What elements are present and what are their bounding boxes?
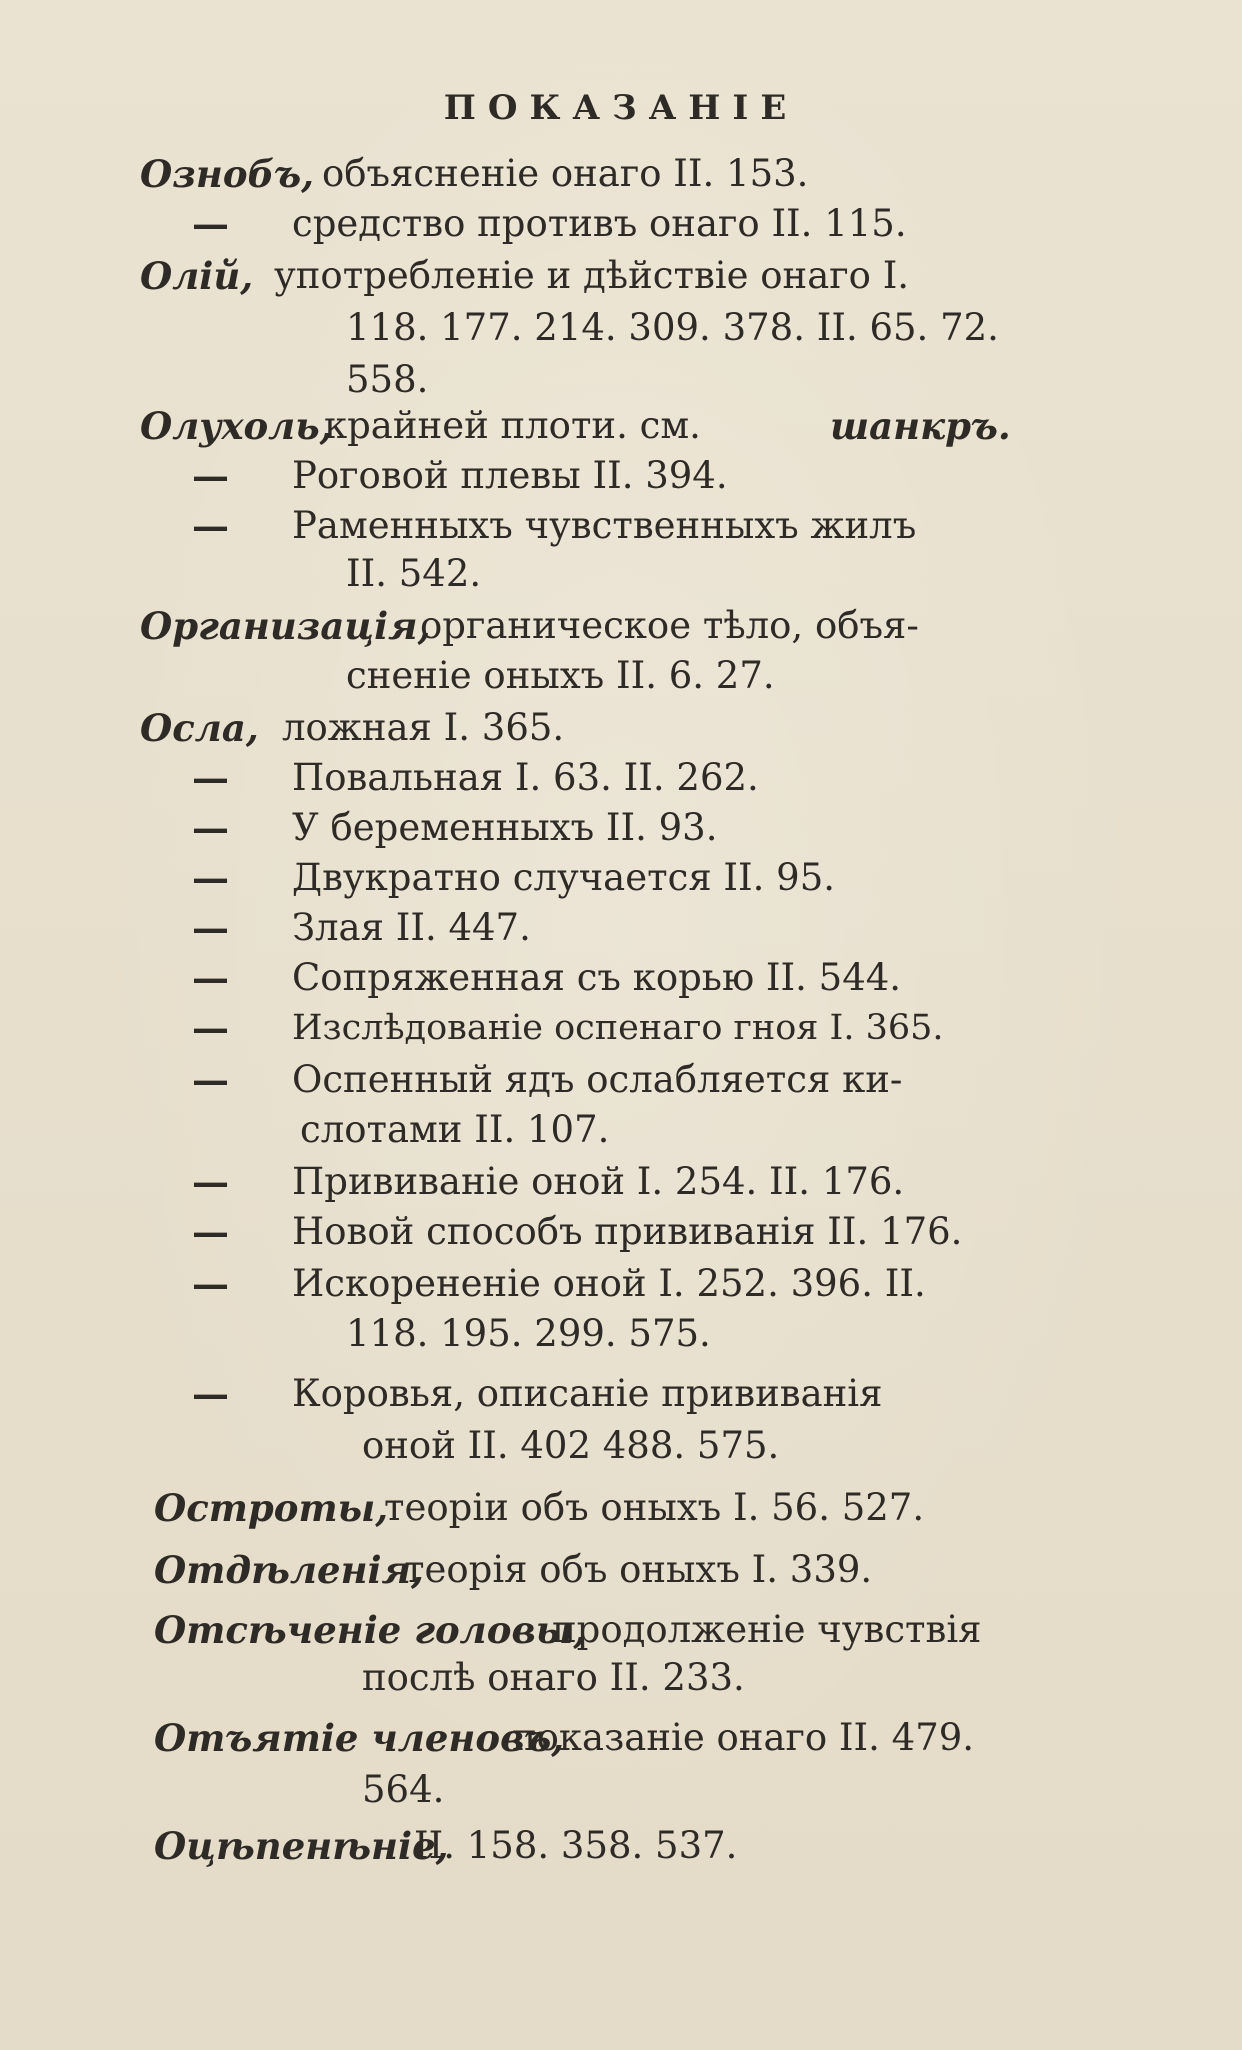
entry-heading: Организація, <box>140 604 431 648</box>
entry-heading: Ознобъ, <box>140 152 314 196</box>
subentry-dash: — <box>192 956 229 1000</box>
subentry-text: Искорененіе оной I. 252. 396. II. <box>292 1262 926 1305</box>
entry-text: продолженіе чувствія <box>552 1608 982 1651</box>
entry-text: показаніе онаго II. 479. <box>512 1716 975 1759</box>
subentry-dash: — <box>192 1006 229 1050</box>
continuation-text: 558. <box>346 358 429 401</box>
continuation-text: II. 542. <box>346 552 482 595</box>
subentry-dash: — <box>192 1160 229 1204</box>
subentry-dash: — <box>192 756 229 800</box>
entry-text: крайней плоти. см. <box>324 404 701 447</box>
subentry-text: Двукратно случается II. 95. <box>292 856 836 899</box>
subentry-text: У беременныхъ II. 93. <box>292 806 718 849</box>
entry-heading: Отдѣленія, <box>154 1548 424 1592</box>
subentry-dash: — <box>192 806 229 850</box>
subentry-text: Сопряженная съ корью II. 544. <box>292 956 902 999</box>
entry-heading: Отъятіе членовъ, <box>154 1716 565 1760</box>
continuation-text: сненіе оныхъ II. 6. 27. <box>346 654 775 697</box>
subentry-text: Новой способъ прививанія II. 176. <box>292 1210 963 1253</box>
entry-heading: Олухоль, <box>140 404 333 448</box>
entry-text: объясненіе онаго II. 153. <box>322 152 809 195</box>
entry-text: II. 158. 358. 537. <box>414 1824 738 1867</box>
subentry-dash: — <box>192 1058 229 1102</box>
continuation-text: слотами II. 107. <box>300 1108 610 1151</box>
entry-heading: Оцѣпенѣніе, <box>154 1824 449 1868</box>
continuation-text: послѣ онаго II. 233. <box>362 1656 745 1699</box>
subentry-dash: — <box>192 856 229 900</box>
entry-text: ложная I. 365. <box>282 706 565 749</box>
subentry-text: Коровья, описаніе прививанія <box>292 1372 883 1415</box>
subentry-text: Оспенный ядъ ослабляется ки- <box>292 1058 903 1101</box>
entry-cross-reference: шанкръ. <box>830 404 1011 448</box>
subentry-text: Роговой плевы II. 394. <box>292 454 728 497</box>
continuation-text: 564. <box>362 1768 445 1811</box>
entry-text: употребленіе и дѣйствіе онаго I. <box>274 254 910 297</box>
subentry-dash: — <box>192 504 229 548</box>
subentry-text: Раменныхъ чувственныхъ жилъ <box>292 504 917 547</box>
page-heading: ПОКАЗАНІЕ <box>443 88 799 128</box>
continuation-text: оной II. 402 488. 575. <box>362 1424 780 1467</box>
entry-heading: Отсѣченіе головы, <box>154 1608 587 1652</box>
subentry-text: Прививаніе оной I. 254. II. 176. <box>292 1160 905 1203</box>
subentry-dash: — <box>192 1372 229 1416</box>
entry-text: теоріи объ оныхъ I. 56. 527. <box>384 1486 925 1529</box>
continuation-text: 118. 195. 299. 575. <box>346 1312 711 1355</box>
subentry-dash: — <box>192 454 229 498</box>
subentry-text: Злая II. 447. <box>292 906 531 949</box>
subentry-text: Изслѣдованіе оспенаго гноя I. 365. <box>292 1008 944 1048</box>
subentry-text: Повальная I. 63. II. 262. <box>292 756 759 799</box>
entry-heading: Олій, <box>140 254 254 298</box>
entry-heading: Осла, <box>140 706 259 750</box>
entry-text: органическое тѣло, объя- <box>420 604 919 647</box>
subentry-dash: — <box>192 906 229 950</box>
subentry-dash: — <box>192 1210 229 1254</box>
continuation-text: 118. 177. 214. 309. 378. II. 65. 72. <box>346 306 999 349</box>
subentry-text: средство противъ онаго II. 115. <box>292 202 907 245</box>
subentry-dash: — <box>192 202 229 246</box>
subentry-dash: — <box>192 1262 229 1306</box>
entry-heading: Остроты, <box>154 1486 389 1530</box>
entry-text: теорія объ оныхъ I. 339. <box>404 1548 873 1591</box>
